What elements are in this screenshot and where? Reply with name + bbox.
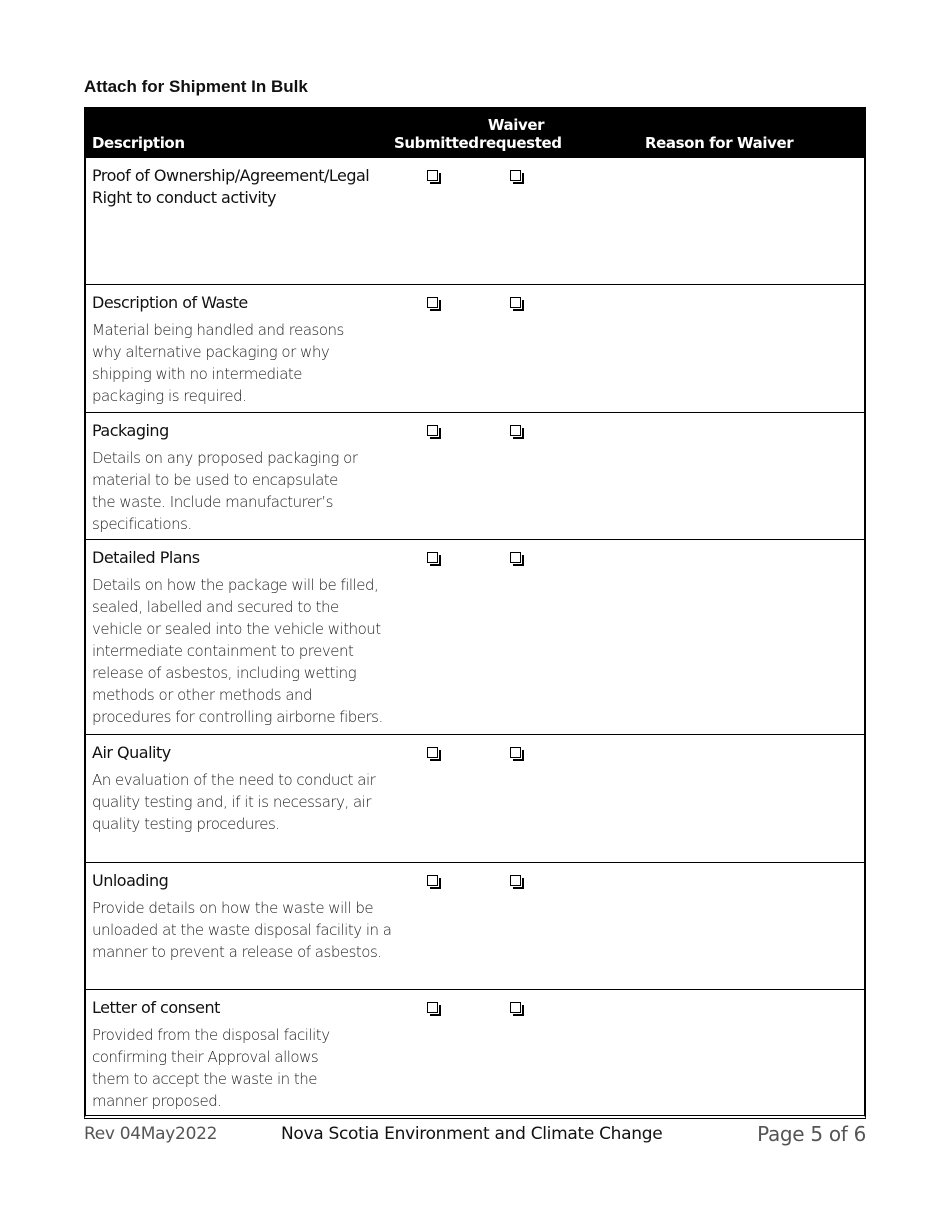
row-description [92,742,392,835]
reason-for-waiver-field[interactable] [556,542,862,732]
reason-for-waiver-field[interactable] [556,287,862,410]
waiver-requested-checkbox[interactable] [510,297,521,308]
row-description [92,997,392,1112]
row-description [92,547,392,728]
waiver-requested-checkbox[interactable] [510,747,521,758]
waiver-requested-checkbox[interactable] [510,425,521,436]
revision-label: Rev 04May2022 [84,1124,218,1144]
header-submitted: Submitted [394,134,479,152]
header-waiver-line1: Waiver [487,116,545,134]
page-footer [84,1122,866,1148]
header-reason-for-waiver: Reason for Waiver [645,134,794,152]
table-row [86,157,864,284]
row-description [92,165,392,209]
reason-for-waiver-field[interactable] [556,160,862,282]
header-waiver-requested [479,116,562,152]
table-row [86,734,864,862]
attachments-table [84,107,866,1119]
row-title: Unloading [92,871,169,890]
row-detail: Details on how the package will be filled, sealed, labelled and secured to the vehicle or sealed into the vehicle without intermediate containment to prevent release of asbestos, including wetting methods or other methods and procedures for controlling airborne fibers. [92,576,383,726]
row-title: Air Quality [92,743,171,762]
table-header [86,109,864,157]
table-row [86,284,864,412]
page-number: Page 5 of 6 [757,1122,866,1146]
row-detail: Material being handled and reasons why alternative packaging or why shipping with no intermediate packaging is required. [92,321,344,405]
row-detail: Provide details on how the waste will be unloaded at the waste disposal facility in a manner to prevent a release of asbestos. [92,899,392,961]
table-row [86,989,864,1115]
submitted-checkbox[interactable] [427,552,438,563]
submitted-checkbox[interactable] [427,297,438,308]
row-title: Detailed Plans [92,548,200,567]
submitted-checkbox[interactable] [427,1002,438,1013]
submitted-checkbox[interactable] [427,425,438,436]
table-row [86,539,864,734]
row-title: Description of Waste [92,293,248,312]
reason-for-waiver-field[interactable] [556,992,862,1113]
submitted-checkbox[interactable] [427,875,438,886]
waiver-requested-checkbox[interactable] [510,875,521,886]
reason-for-waiver-field[interactable] [556,737,862,860]
waiver-requested-checkbox[interactable] [510,552,521,563]
reason-for-waiver-field[interactable] [556,865,862,987]
row-description [92,870,392,963]
waiver-requested-checkbox[interactable] [510,170,521,181]
row-title: Packaging [92,421,169,440]
section-title: Attach for Shipment In Bulk [84,77,308,96]
header-description: Description [92,134,185,152]
table-row [86,862,864,989]
submitted-checkbox[interactable] [427,170,438,181]
row-detail: Details on any proposed packaging or material to be used to encapsulate the waste. Include manufacturer’s specifications. [92,449,358,533]
submitted-checkbox[interactable] [427,747,438,758]
header-waiver-line2: requested [479,134,562,152]
row-title: Proof of Ownership/Agreement/Legal Right to conduct activity [92,166,370,207]
row-description [92,420,392,535]
row-detail: Provided from the disposal facility confirming their Approval allows them to accept the waste in the manner proposed. [92,1026,330,1110]
waiver-requested-checkbox[interactable] [510,1002,521,1013]
reason-for-waiver-field[interactable] [556,415,862,537]
organization-name: Nova Scotia Environment and Climate Change [281,1124,663,1144]
row-title: Letter of consent [92,998,220,1017]
row-description [92,292,392,407]
row-detail: An evaluation of the need to conduct air quality testing and, if it is necessary, air quality testing procedures. [92,771,376,833]
table-row [86,412,864,539]
